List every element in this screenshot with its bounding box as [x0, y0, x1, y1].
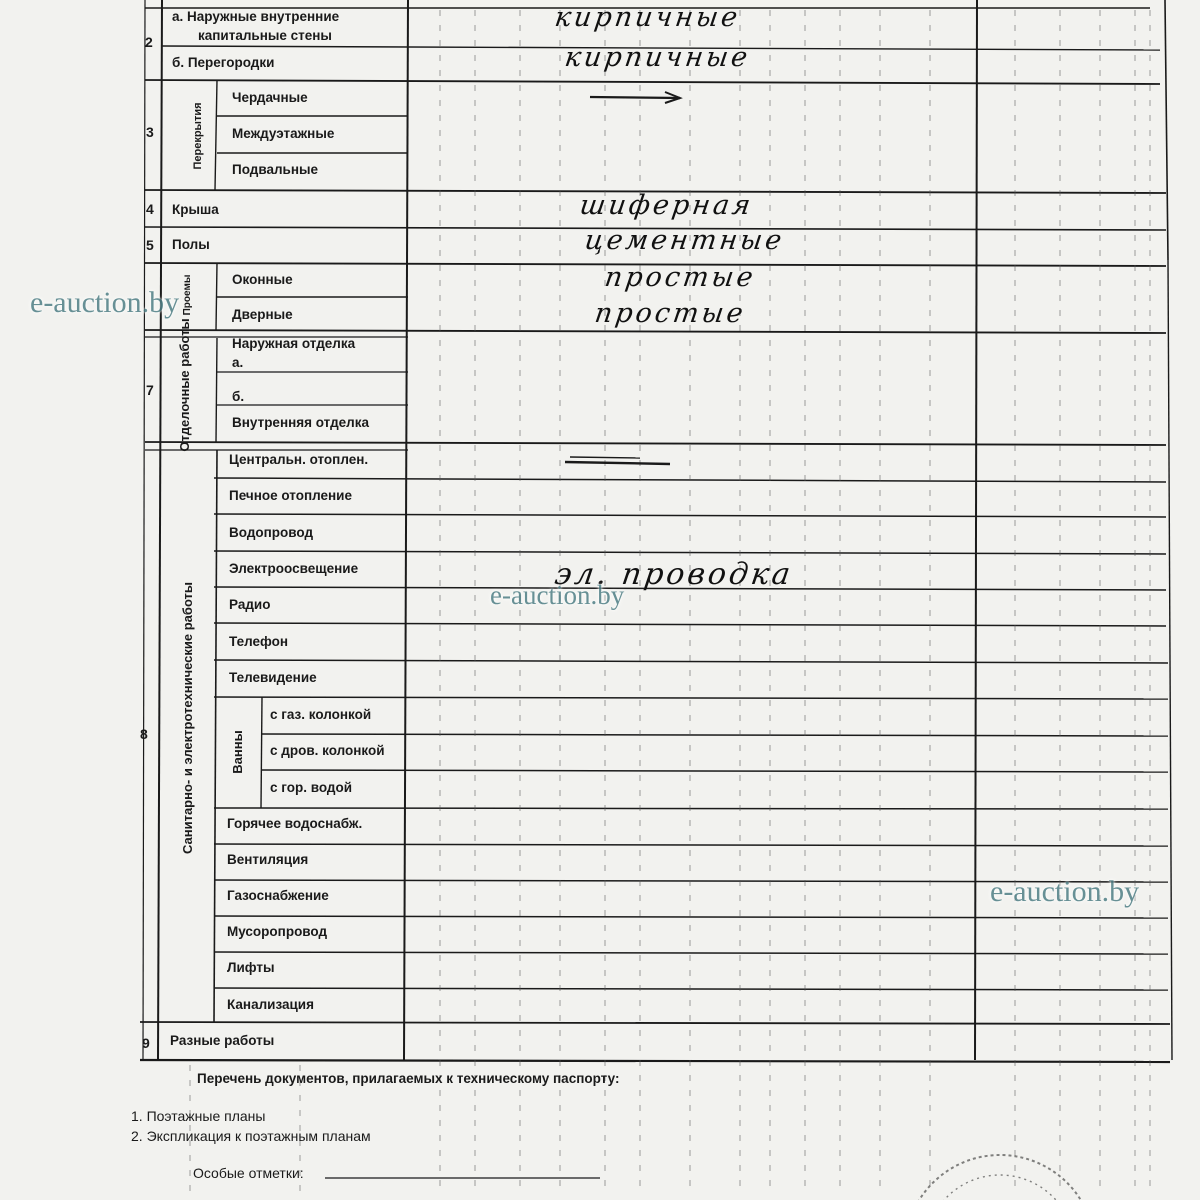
row-7b-label: б. — [232, 389, 245, 404]
row-2a-label-cont: капитальные стены — [198, 28, 332, 43]
row-8-bath-hot-label: с гор. водой — [270, 780, 353, 795]
handwritten-roof: шиферная — [577, 190, 756, 221]
row-2-number: 2 — [145, 34, 153, 50]
handwritten-partitions: кирпичные — [562, 42, 753, 73]
row-8-sewer-label: Канализация — [227, 997, 314, 1012]
watermark: e-auction.by — [490, 580, 625, 610]
watermark: e-auction.by — [30, 286, 180, 319]
row-8-trash-chute-label: Мусоропровод — [227, 924, 328, 939]
row-2b-label: б. Перегородки — [172, 55, 275, 70]
row-6-group-label: Проемы — [182, 274, 193, 316]
row-8-hot-water-label: Горячее водоснабж. — [227, 816, 363, 831]
row-8-water-label: Водопровод — [229, 525, 314, 540]
row-8-baths-group-label: Ванны — [230, 730, 245, 774]
row-3-basement-label: Подвальные — [232, 162, 319, 177]
document-item-2: 2. Экспликация к поэтажным планам — [131, 1128, 371, 1144]
row-8-lighting-label: Электроосвещение — [229, 561, 359, 576]
row-4-number: 4 — [146, 201, 154, 217]
documents-list-title: Перечень документов, прилагаемых к техническому паспорту: — [197, 1071, 620, 1086]
row-3-interfloor-label: Междуэтажные — [232, 126, 335, 141]
row-7-number: 7 — [146, 382, 154, 398]
row-5-number: 5 — [146, 237, 154, 253]
handwritten-windows: простые — [602, 262, 758, 293]
row-8-bath-gas-label: с газ. колонкой — [270, 707, 372, 722]
row-2a-label: а. Наружные внутренние — [172, 9, 340, 24]
row-7-group-label: Отделочные работы — [177, 318, 192, 452]
row-8-central-heating-label: Центральн. отоплен. — [229, 452, 369, 467]
row-4-roof-label: Крыша — [172, 202, 219, 217]
row-8-lifts-label: Лифты — [227, 960, 275, 975]
handwritten-doors: простые — [592, 298, 748, 329]
row-8-stove-heating-label: Печное отопление — [229, 488, 352, 503]
row-7-outer-label: Наружная отделка — [232, 336, 356, 351]
row-8-gas-supply-label: Газоснабжение — [227, 888, 329, 903]
watermark: e-auction.by — [990, 875, 1140, 908]
handwritten-walls: кирпичные — [552, 2, 743, 33]
row-3-group-label: Перекрытия — [192, 102, 204, 170]
row-6-door-label: Дверные — [232, 307, 293, 322]
row-6-window-label: Оконные — [232, 272, 293, 287]
handwritten-electric: эл. проводка — [552, 557, 796, 592]
row-5-floors-label: Полы — [172, 237, 210, 252]
row-8-radio-label: Радио — [229, 597, 271, 612]
row-9-misc-label: Разные работы — [170, 1033, 275, 1048]
row-8-ventilation-label: Вентиляция — [227, 852, 309, 867]
row-7-inner-label: Внутренняя отделка — [232, 415, 370, 430]
row-3-number: 3 — [146, 124, 154, 140]
document-item-1: 1. Поэтажные планы — [131, 1108, 266, 1124]
row-8-bath-wood-label: с дров. колонкой — [270, 743, 385, 758]
row-8-group-label: Санитарно- и электротехнические работы — [180, 581, 195, 855]
row-9-number: 9 — [142, 1035, 150, 1051]
row-8-phone-label: Телефон — [229, 634, 289, 649]
special-notes-label: Особые отметки: — [193, 1165, 304, 1181]
handwritten-floors: цементные — [582, 225, 787, 256]
row-7a-label: а. — [232, 355, 244, 370]
row-8-tv-label: Телевидение — [229, 670, 317, 685]
row-8-number: 8 — [140, 726, 148, 742]
row-3-attic-label: Чердачные — [232, 90, 308, 105]
